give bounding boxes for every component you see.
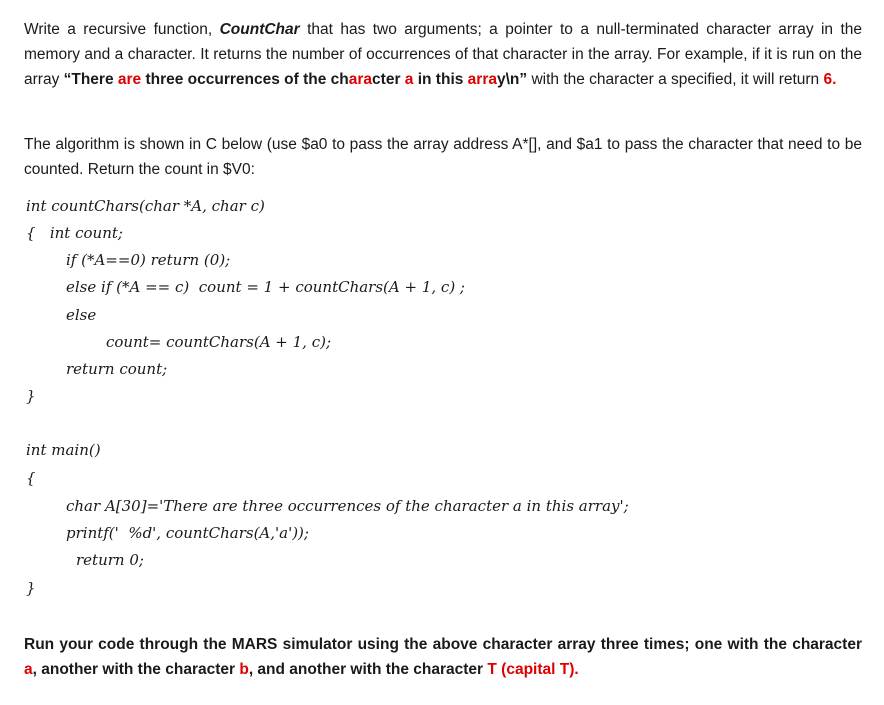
character-capital-t: T (capital T). (487, 661, 579, 678)
code-line-11: char A[30]='There are three occurrences of the character a in this array'; (66, 497, 629, 515)
code-line-1: int countChars(char *A, char c) (26, 197, 265, 215)
code-line-5: else (66, 306, 97, 324)
instructions-text-3: , and another with the character (248, 661, 488, 678)
code-line-2: { int count; (26, 224, 123, 242)
instructions-text-2: , another with the character (32, 661, 240, 678)
character-b: b (239, 661, 249, 678)
example-quote-mid2: cter (372, 71, 405, 88)
code-line-10: { (26, 469, 36, 487)
code-line-8: } (26, 387, 36, 405)
code-line-6: count= countChars(A + 1, c); (106, 333, 332, 351)
instructions-text-1: Run your code through the MARS simulator using the above character array three times; one with the character (24, 636, 862, 653)
problem-statement (24, 17, 862, 92)
function-name: CountChar (219, 21, 300, 38)
character-a: a (24, 661, 33, 678)
highlight-ara: ara (348, 71, 373, 88)
example-quote-mid3: in this (413, 71, 468, 88)
example-quote-end: y\n” (496, 71, 528, 88)
intro-text: Write a recursive function, (24, 21, 220, 38)
example-quote-mid1: three occurrences of the ch (141, 71, 349, 88)
specified-text: with the character a specified, it will return (527, 71, 824, 88)
code-line-7: return count; (66, 360, 168, 378)
algorithm-intro (24, 132, 862, 182)
description-text: that has two arguments; a pointer to a null-terminated character array in the memory and a character. It returns the number of occurrences of that character in the array. For example, if it is run on the array (24, 21, 863, 88)
highlight-arra: arra (467, 71, 497, 88)
highlight-are: are (117, 71, 142, 88)
highlight-a: a (404, 71, 414, 88)
code-line-12: printf(' %d', countChars(A,'a')); (66, 524, 309, 542)
code-line-3: if (*A==0) return (0); (66, 251, 231, 269)
expected-result: 6. (823, 71, 837, 88)
algorithm-intro-text: The algorithm is shown in C below (use $a0 to pass the array address A*[], and $a1 to pass the character that need to be counted. Return the count in $V0: (24, 136, 862, 178)
code-line-13: return 0; (76, 551, 144, 569)
code-line-14: } (26, 579, 36, 597)
code-line-9: int main() (26, 441, 101, 459)
code-line-4: else if (*A == c) count = 1 + countChars(A + 1, c) ; (66, 278, 465, 296)
example-quote-open: “There (63, 71, 118, 88)
instructions (24, 632, 862, 682)
